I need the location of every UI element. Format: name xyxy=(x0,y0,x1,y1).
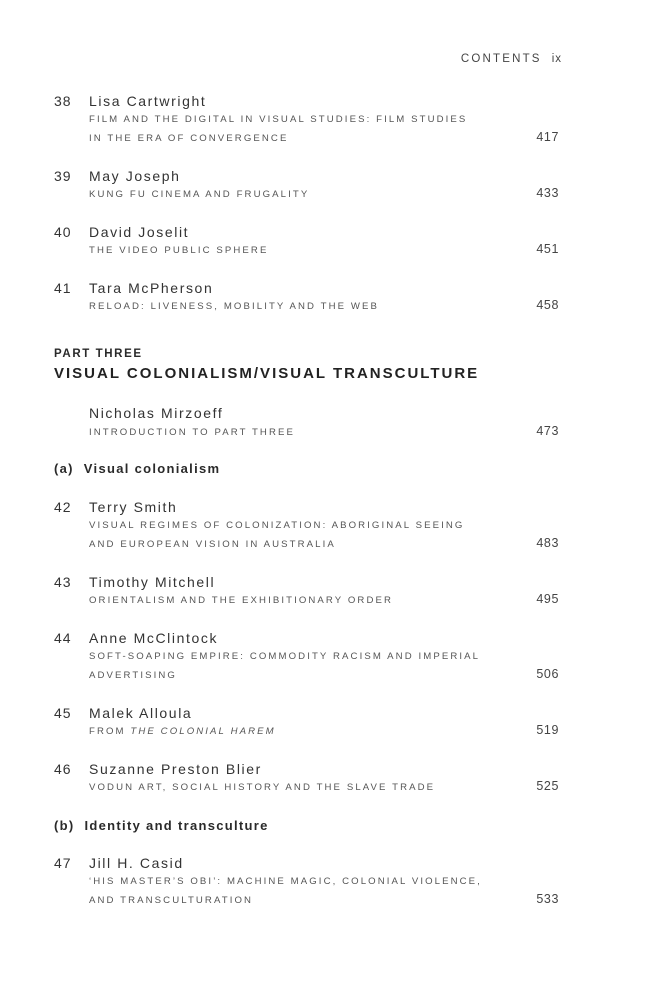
chapter-title-line: FILM AND THE DIGITAL IN VISUAL STUDIES: FILM STUDIES xyxy=(89,114,468,125)
chapter-title-line: ‘HIS MASTER’S OBI’: MACHINE MAGIC, COLONIAL VIOLENCE, xyxy=(89,876,482,887)
header-page-number: ix xyxy=(551,53,562,65)
chapter-number: 44 xyxy=(54,630,72,646)
chapter-number: 46 xyxy=(54,761,72,777)
chapter-author: Lisa Cartwright xyxy=(89,93,207,109)
chapter-number: 38 xyxy=(54,93,72,109)
part-title: VISUAL COLONIALISM/VISUAL TRANSCULTURE xyxy=(54,365,480,382)
chapter-number: 42 xyxy=(54,499,72,515)
chapter-title-line: KUNG FU CINEMA AND FRUGALITY xyxy=(89,189,310,200)
chapter-author: May Joseph xyxy=(89,168,181,184)
chapter-number: 43 xyxy=(54,574,72,590)
section-heading-b xyxy=(54,818,269,833)
chapter-title-line xyxy=(89,726,276,737)
chapter-author: Malek Alloula xyxy=(89,705,193,721)
chapter-number: 47 xyxy=(54,855,72,871)
chapter-author: Suzanne Preston Blier xyxy=(89,761,262,777)
chapter-number: 45 xyxy=(54,705,72,721)
chapter-page: 525 xyxy=(536,779,559,793)
chapter-author: Nicholas Mirzoeff xyxy=(89,405,224,421)
chapter-page: 495 xyxy=(536,592,559,606)
chapter-author: Anne McClintock xyxy=(89,630,219,646)
chapter-page: 458 xyxy=(536,298,559,312)
chapter-number: 39 xyxy=(54,168,72,184)
chapter-title-line: ADVERTISING xyxy=(89,670,177,681)
section-letter: (a) xyxy=(54,461,74,476)
chapter-page: 533 xyxy=(536,892,559,906)
chapter-title-line: RELOAD: LIVENESS, MOBILITY AND THE WEB xyxy=(89,301,380,312)
chapter-page: 451 xyxy=(536,242,559,256)
header-label: CONTENTS xyxy=(460,53,542,65)
chapter-title-line: AND EUROPEAN VISION IN AUSTRALIA xyxy=(89,539,336,550)
chapter-title-line: VODUN ART, SOCIAL HISTORY AND THE SLAVE TRADE xyxy=(89,782,436,793)
chapter-page: 519 xyxy=(536,723,559,737)
title-prefix: FROM xyxy=(89,726,126,737)
part-label: PART THREE xyxy=(54,348,143,360)
chapter-page: 433 xyxy=(536,186,559,200)
chapter-page: 473 xyxy=(536,424,559,438)
chapter-title-line: IN THE ERA OF CONVERGENCE xyxy=(89,133,289,144)
chapter-number: 41 xyxy=(54,280,72,296)
chapter-title-line: VISUAL REGIMES OF COLONIZATION: ABORIGINAL SEEING xyxy=(89,520,465,531)
chapter-author: Tara McPherson xyxy=(89,280,214,296)
chapter-author: Jill H. Casid xyxy=(89,855,184,871)
chapter-number: 40 xyxy=(54,224,72,240)
chapter-page: 506 xyxy=(536,667,559,681)
section-heading-a xyxy=(54,461,220,476)
chapter-title-line: ORIENTALISM AND THE EXHIBITIONARY ORDER xyxy=(89,595,394,606)
chapter-author: Timothy Mitchell xyxy=(89,574,216,590)
chapter-author: Terry Smith xyxy=(89,499,178,515)
chapter-title-line: THE VIDEO PUBLIC SPHERE xyxy=(89,245,269,256)
chapter-title-line: INTRODUCTION TO PART THREE xyxy=(89,427,295,438)
section-title: Visual colonialism xyxy=(83,461,221,476)
chapter-title-line: SOFT-SOAPING EMPIRE: COMMODITY RACISM AND IMPERIAL xyxy=(89,651,481,662)
chapter-title-line: AND TRANSCULTURATION xyxy=(89,895,254,906)
section-letter: (b) xyxy=(54,818,75,833)
chapter-page: 417 xyxy=(536,130,559,144)
title-italic: THE COLONIAL HAREM xyxy=(130,726,276,737)
chapter-page: 483 xyxy=(536,536,559,550)
section-title: Identity and transculture xyxy=(84,818,269,833)
chapter-author: David Joselit xyxy=(89,224,190,240)
running-header xyxy=(461,53,562,65)
